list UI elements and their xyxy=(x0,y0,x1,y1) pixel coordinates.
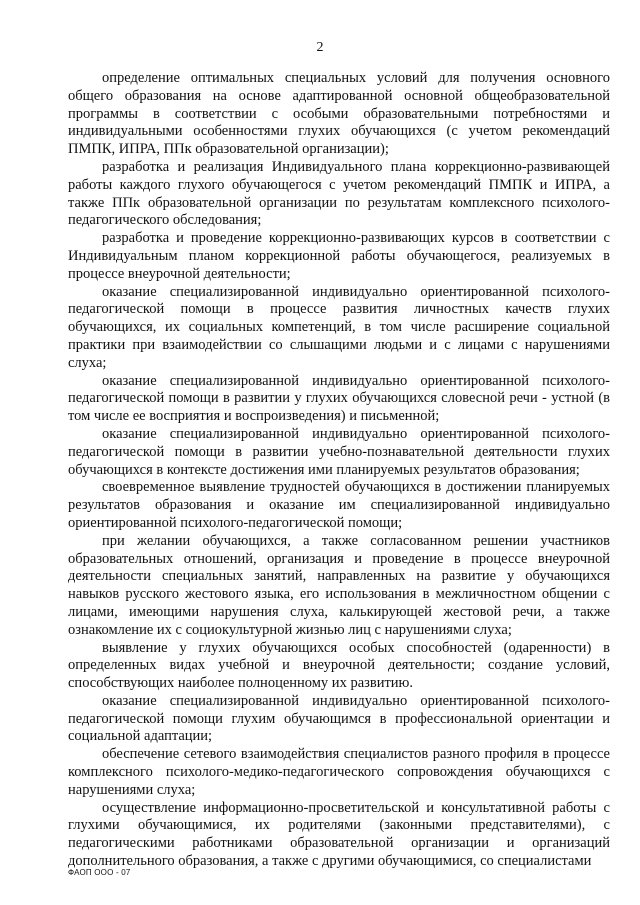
paragraph: осуществление информационно-просветительской и консультативной работы с глухими обучающимися, их родителями (законными представителями), с педагогическими работниками образовательной организации и организаций дополнительного образования, а также с другими обучающимися, со специалистами xyxy=(68,799,610,870)
paragraph: оказание специализированной индивидуально ориентированной психолого-педагогической помощи глухим обучающимся в профессиональной ориентации и социальной адаптации; xyxy=(68,692,610,745)
paragraph: своевременное выявление трудностей обучающихся в достижении планируемых результатов образования и оказание им специализированной индивидуально ориентированной психолого-педагогической помощи; xyxy=(68,479,610,531)
paragraph: оказание специализированной индивидуально ориентированной психолого-педагогической помощи в развитии у глухих обучающихся словесной речи - устной (в том числе ее восприятия и воспроизведения) и письменной; xyxy=(68,372,610,425)
document-code-footer: ФАОП ООО - 07 xyxy=(68,868,131,877)
body-text xyxy=(68,70,610,871)
paragraph: разработка и проведение коррекционно-развивающих курсов в соответствии с Индивидуальным планом коррекционной работы обучающегося, реализуемых в процессе внеурочной деятельности; xyxy=(68,230,610,282)
paragraph: разработка и реализация Индивидуального плана коррекционно-развивающей работы каждого глухого обучающегося с учетом рекомендаций ПМПК и ИПРА, а также ППк образовательной организации по результатам комплексного психолого-педагогического обследования; xyxy=(68,158,610,229)
page-number: 2 xyxy=(316,40,324,55)
paragraph: выявление у глухих обучающихся особых способностей (одаренности) в определенных видах учебной и внеурочной деятельности; создание условий, способствующих наиболее полноценному их развитию. xyxy=(68,639,610,692)
paragraph: обеспечение сетевого взаимодействия специалистов разного профиля в процессе комплексного психолого-медико-педагогического сопровождения обучающихся с нарушениями слуха; xyxy=(68,746,610,798)
paragraph: оказание специализированной индивидуально ориентированной психолого-педагогической помощи в процессе развития личностных качеств глухих обучающихся, их социальных компетенций, в том числе расширение социальной практики при взаимодействии со слышащими людьми и с лицами с нарушениями слуха; xyxy=(68,283,610,371)
paragraph: оказание специализированной индивидуально ориентированной психолого-педагогической помощи в развитии учебно-познавательной деятельности глухих обучающихся в контексте достижения ими планируемых результатов образования; xyxy=(68,425,610,478)
paragraph: при желании обучающихся, а также согласованном решении участников образовательных отношений, организация и проведение в процессе внеурочной деятельности специальных занятий, направленных на развитие у обучающихся навыков русского жестового языка, его использования в межличностном общении с лицами, имеющими нарушения слуха, калькирующей жестовой речи, а также ознакомление их с социокультурной жизнью лиц с нарушениями слуха; xyxy=(68,532,610,638)
paragraph: определение оптимальных специальных условий для получения основного общего образования на основе адаптированной основной общеобразовательной программы в соответствии с особыми образовательными потребностями и индивидуальными особенностями глухих обучающихся (с учетом рекомендаций ПМПК, ИПРА, ППк образовательной организации); xyxy=(68,70,610,158)
